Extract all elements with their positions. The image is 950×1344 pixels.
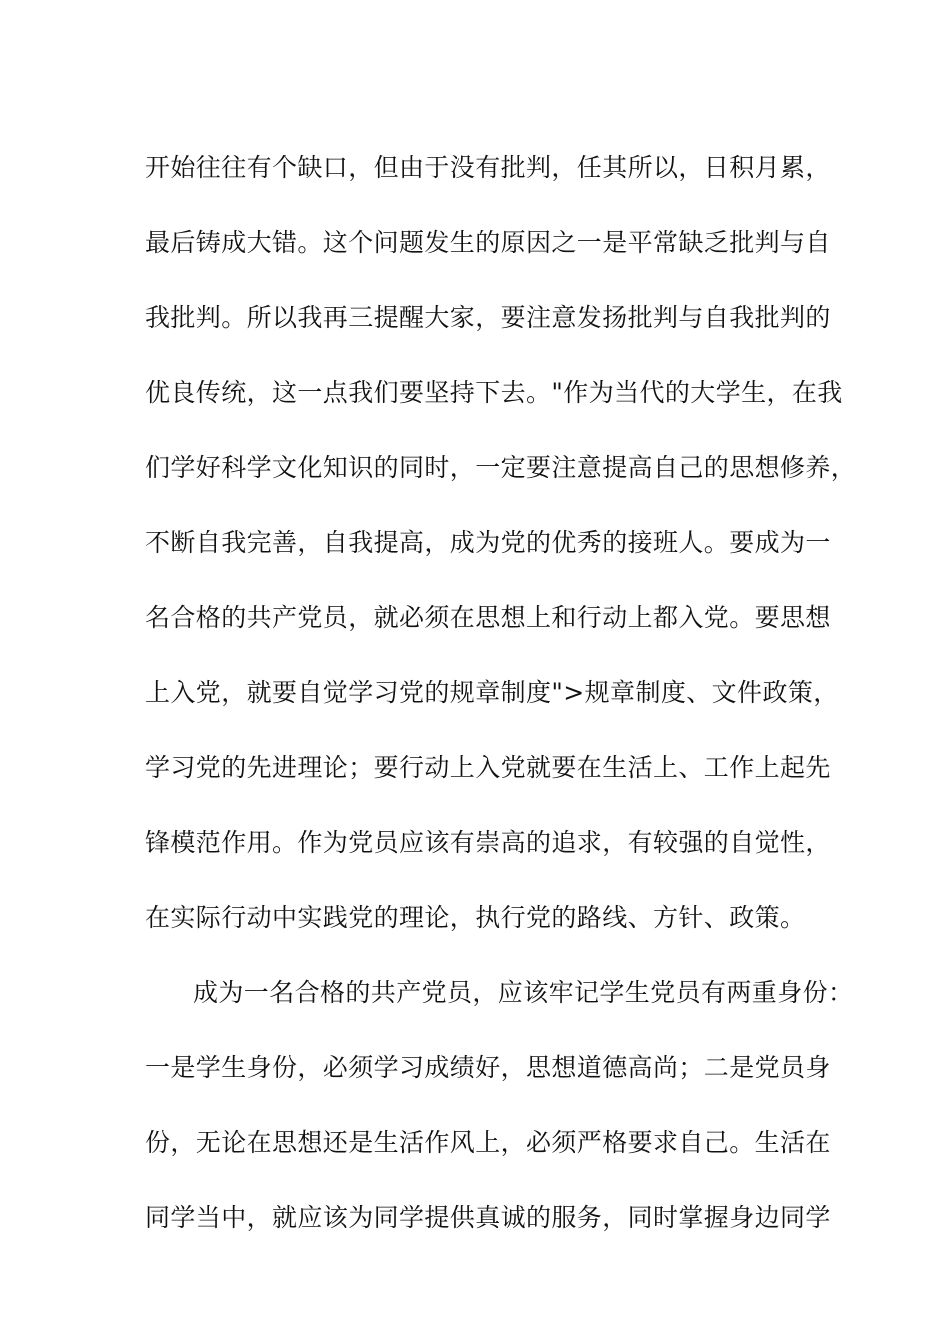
text-line: 最后铸成大错。这个问题发生的原因之一是平常缺乏批判与自 [145, 228, 831, 257]
text-line: 学习党的先进理论；要行动上入党就要在生活上、工作上起先 [145, 753, 831, 782]
text-line: 锋模范作用。作为党员应该有崇高的追求，有较强的自觉性， [145, 828, 831, 857]
text-line: 一是学生身份，必须学习成绩好，思想道德高尚；二是党员身 [145, 1053, 831, 1082]
text-line: 优良传统，这一点我们要坚持下去。"作为当代的大学生，在我 [145, 378, 843, 407]
text-line: 同学当中，就应该为同学提供真诚的服务，同时掌握身边同学 [145, 1203, 831, 1232]
text-line: 份，无论在思想还是生活作风上，必须严格要求自己。生活在 [145, 1128, 831, 1157]
text-line: 名合格的共产党员，就必须在思想上和行动上都入党。要思想 [145, 603, 831, 632]
text-line: 我批判。所以我再三提醒大家，要注意发扬批判与自我批判的 [145, 303, 831, 332]
body-text [145, 130, 857, 1255]
text-line: 上入党，就要自觉学习党的规章制度">规章制度、文件政策， [145, 678, 839, 707]
text-line: 不断自我完善，自我提高，成为党的优秀的接班人。要成为一 [145, 528, 831, 557]
text-line: 们学好科学文化知识的同时，一定要注意提高自己的思想修养， [145, 453, 857, 482]
paragraph-first-line: 成为一名合格的共产党员，应该牢记学生党员有两重身份： [193, 978, 854, 1007]
text-line: 开始往往有个缺口，但由于没有批判，任其所以，日积月累， [145, 153, 831, 182]
text-line: 在实际行动中实践党的理论，执行党的路线、方针、政策。 [145, 903, 806, 932]
